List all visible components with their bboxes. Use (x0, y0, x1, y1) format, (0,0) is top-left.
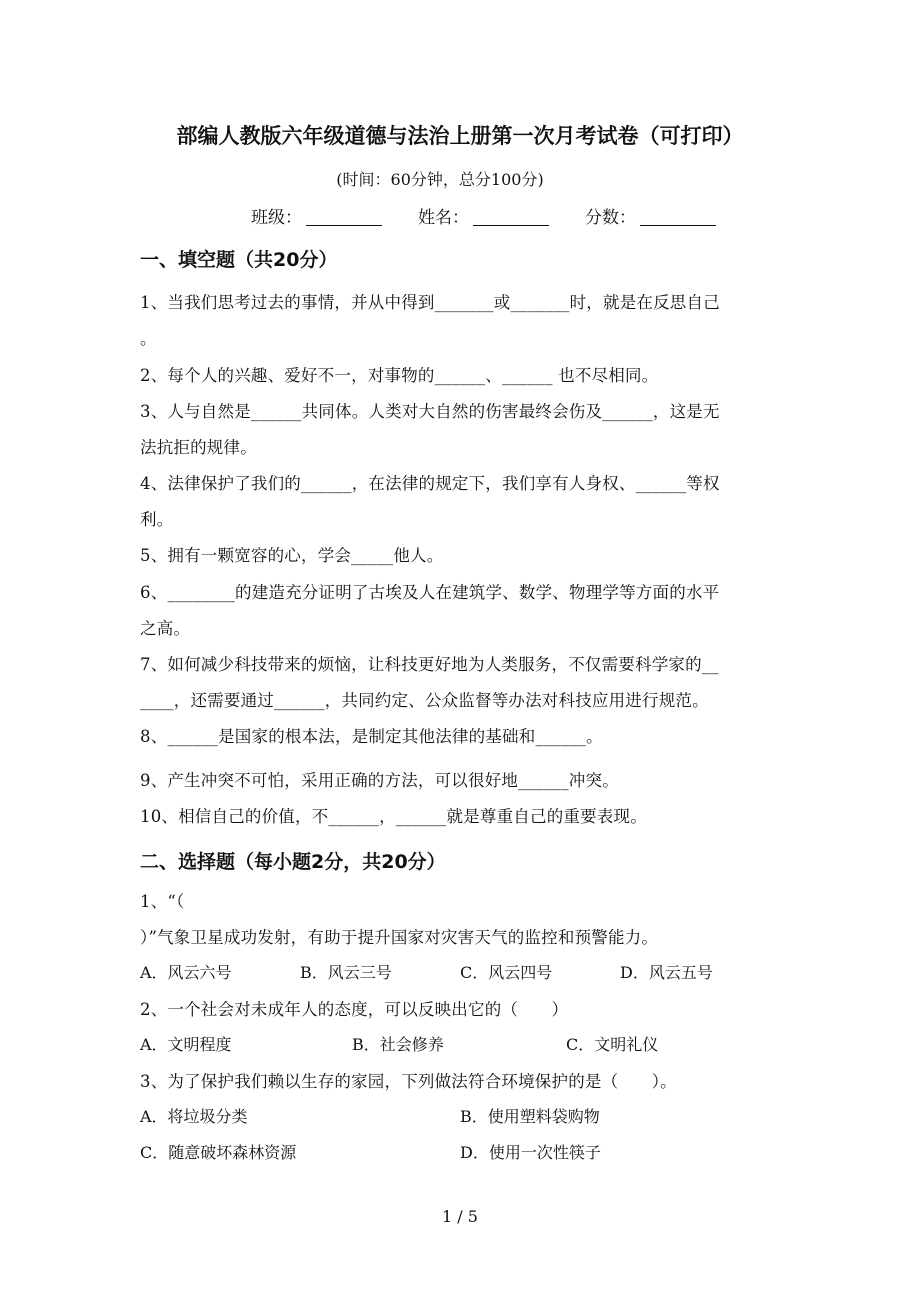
question-line: 1、当我们思考过去的事情，并从中得到_______或_______时，就是在反思自己 (140, 293, 720, 312)
question-line: 8、______是国家的根本法，是制定其他法律的基础和______。 (140, 727, 603, 746)
option-d: D．风云五号 (620, 963, 713, 982)
option-a: A．将垃圾分类 (140, 1107, 248, 1126)
name-field (418, 203, 549, 228)
section-multiple-choice-heading: 二、选择题（每小题2分，共20分） (140, 851, 446, 873)
name-blank (473, 209, 549, 226)
exam-subtitle: (时间：60分钟，总分100分) (336, 170, 544, 189)
question-line: 5、拥有一颗宽容的心，学会_____他人。 (140, 546, 444, 565)
option-c: C．风云四号 (460, 963, 553, 982)
question-line: 10、相信自己的价值，不______，______就是尊重自己的重要表现。 (140, 807, 647, 826)
class-blank (306, 209, 382, 226)
question-line: 4、法律保护了我们的______，在法律的规定下，我们享有人身权、______等权 (140, 474, 720, 493)
option-a: A．风云六号 (140, 963, 232, 982)
question-line: 2、一个社会对未成年人的态度，可以反映出它的（ ） (140, 1000, 569, 1019)
question-line: 利。 (140, 510, 174, 529)
class-field (251, 203, 382, 228)
question-line: 1、“（ (140, 892, 185, 911)
option-c: C．随意破坏森林资源 (140, 1143, 297, 1162)
option-b: B．社会修养 (352, 1035, 444, 1054)
option-c: C．文明礼仪 (566, 1035, 659, 1054)
question-line: 2、每个人的兴趣、爱好不一，对事物的______、______ 也不尽相同。 (140, 366, 659, 385)
question-line: ____，还需要通过______，共同约定、公众监督等办法对科技应用进行规范。 (140, 691, 709, 710)
name-label: 姓名： (418, 208, 469, 228)
page-number: 1 / 5 (442, 1207, 478, 1226)
option-a: A．文明程度 (140, 1035, 232, 1054)
score-label: 分数： (585, 208, 636, 228)
exam-title: 部编人教版六年级道德与法治上册第一次月考试卷（可打印） (176, 124, 744, 148)
question-line: ）”气象卫星成功发射，有助于提升国家对灾害天气的监控和预警能力。 (140, 928, 659, 947)
question-line: 之高。 (140, 619, 191, 638)
question-line: 6、________的建造充分证明了古埃及人在建筑学、数学、物理学等方面的水平 (140, 583, 720, 602)
question-line: 7、如何减少科技带来的烦恼，让科技更好地为人类服务，不仅需要科学家的__ (140, 655, 719, 674)
question-line: 。 (140, 329, 157, 348)
option-b: B．风云三号 (300, 963, 392, 982)
question-line: 9、产生冲突不可怕，采用正确的方法，可以很好地______冲突。 (140, 771, 619, 790)
score-blank (640, 209, 716, 226)
question-line: 法抗拒的规律。 (140, 438, 257, 457)
score-field (585, 203, 716, 228)
question-line: 3、为了保护我们赖以生存的家园，下列做法符合环境保护的是（ ）。 (140, 1072, 677, 1091)
option-d: D．使用一次性筷子 (460, 1143, 601, 1162)
section-fill-blank-heading: 一、填空题（共20分） (140, 249, 338, 271)
class-label: 班级： (251, 208, 302, 228)
option-b: B．使用塑料袋购物 (460, 1107, 600, 1126)
question-line: 3、人与自然是______共同体。人类对大自然的伤害最终会伤及______，这是无 (140, 402, 720, 421)
